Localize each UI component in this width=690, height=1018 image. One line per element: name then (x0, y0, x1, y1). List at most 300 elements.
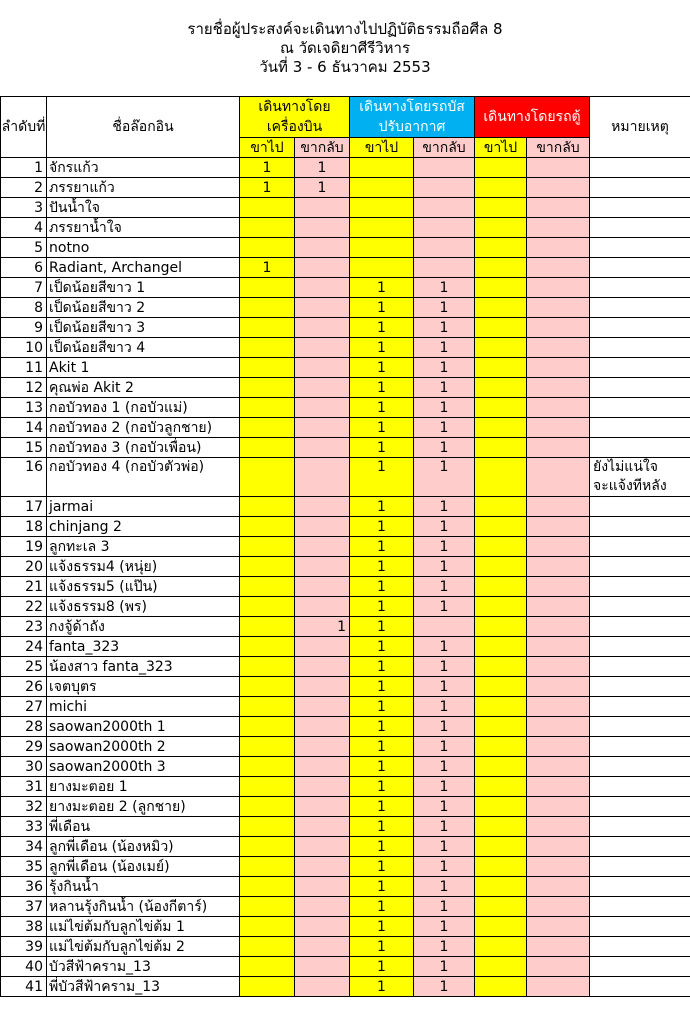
table-row (1, 218, 690, 238)
row-login-name: ยางมะตอย 2 (ลูกชาย) (47, 797, 240, 817)
row-bus-return: 1 (414, 777, 475, 797)
row-login-name: เจตบุตร (47, 677, 240, 697)
row-number: 25 (1, 657, 47, 677)
table-row (1, 757, 690, 777)
row-note (590, 318, 690, 338)
row-van-return (527, 298, 590, 318)
row-van-go (475, 358, 527, 378)
row-number: 27 (1, 697, 47, 717)
table-row (1, 358, 690, 378)
row-plane-go (240, 557, 295, 577)
row-login-name: saowan2000th 3 (47, 757, 240, 777)
row-note (590, 737, 690, 757)
row-van-return (527, 917, 590, 937)
row-van-go (475, 298, 527, 318)
row-van-return (527, 957, 590, 977)
row-plane-go (240, 717, 295, 737)
row-bus-return: 1 (414, 857, 475, 877)
row-bus-return: 1 (414, 917, 475, 937)
row-plane-return (295, 857, 350, 877)
row-van-go (475, 517, 527, 537)
row-van-go (475, 697, 527, 717)
row-plane-go (240, 957, 295, 977)
row-van-go (475, 458, 527, 497)
row-bus-return: 1 (414, 957, 475, 977)
row-number: 32 (1, 797, 47, 817)
row-bus-return: 1 (414, 597, 475, 617)
row-note (590, 198, 690, 218)
row-plane-go (240, 677, 295, 697)
row-plane-return (295, 517, 350, 537)
header-van-go: ขาไป (475, 138, 527, 158)
header-van-return: ขากลับ (527, 138, 590, 158)
row-bus-go: 1 (350, 378, 414, 398)
row-number: 23 (1, 617, 47, 637)
row-number: 22 (1, 597, 47, 617)
row-login-name: กอบัวทอง 1 (กอบัวแม่) (47, 398, 240, 418)
row-plane-return (295, 657, 350, 677)
row-bus-go: 1 (350, 557, 414, 577)
row-bus-return: 1 (414, 677, 475, 697)
row-bus-return: 1 (414, 537, 475, 557)
row-plane-return (295, 218, 350, 238)
row-van-go (475, 817, 527, 837)
row-van-return (527, 697, 590, 717)
table-row (1, 957, 690, 977)
row-login-name: หลานรุ้งกินน้ำ (น้องกีตาร์) (47, 897, 240, 917)
table-row (1, 697, 690, 717)
row-van-go (475, 637, 527, 657)
row-login-name: แม่ไข่ต้มกับลูกไข่ต้ม 1 (47, 917, 240, 937)
row-note (590, 817, 690, 837)
row-bus-go: 1 (350, 318, 414, 338)
row-number: 36 (1, 877, 47, 897)
row-plane-return (295, 837, 350, 857)
row-van-return (527, 158, 590, 178)
row-bus-go: 1 (350, 977, 414, 997)
row-note (590, 937, 690, 957)
row-number: 38 (1, 917, 47, 937)
row-number: 10 (1, 338, 47, 358)
row-plane-return (295, 258, 350, 278)
row-van-go (475, 837, 527, 857)
row-plane-go (240, 757, 295, 777)
row-plane-go (240, 617, 295, 637)
row-bus-go: 1 (350, 837, 414, 857)
row-bus-go: 1 (350, 597, 414, 617)
row-bus-go: 1 (350, 797, 414, 817)
row-note (590, 358, 690, 378)
row-plane-go (240, 537, 295, 557)
row-bus-go (350, 218, 414, 238)
row-login-name: แม่ไข่ต้มกับลูกไข่ต้ม 2 (47, 937, 240, 957)
row-bus-return: 1 (414, 897, 475, 917)
row-van-go (475, 897, 527, 917)
row-plane-return (295, 777, 350, 797)
row-van-return (527, 897, 590, 917)
table-row (1, 717, 690, 737)
row-plane-return (295, 198, 350, 218)
row-plane-go (240, 937, 295, 957)
row-van-go (475, 577, 527, 597)
row-plane-return: 1 (295, 178, 350, 198)
row-number: 41 (1, 977, 47, 997)
row-number: 11 (1, 358, 47, 378)
row-bus-return: 1 (414, 717, 475, 737)
row-plane-return (295, 957, 350, 977)
row-van-return (527, 238, 590, 258)
row-plane-go (240, 338, 295, 358)
row-number: 17 (1, 497, 47, 517)
table-row (1, 977, 690, 997)
row-login-name: ปันน้ำใจ (47, 198, 240, 218)
row-bus-go: 1 (350, 857, 414, 877)
row-van-return (527, 318, 590, 338)
row-login-name: ยางมะตอย 1 (47, 777, 240, 797)
row-van-go (475, 158, 527, 178)
row-note (590, 338, 690, 358)
row-note (590, 238, 690, 258)
row-bus-return: 1 (414, 358, 475, 378)
row-plane-go (240, 817, 295, 837)
row-van-go (475, 418, 527, 438)
row-bus-go: 1 (350, 817, 414, 837)
row-login-name: พี่เดือน (47, 817, 240, 837)
row-number: 18 (1, 517, 47, 537)
table-row (1, 458, 690, 497)
row-note (590, 278, 690, 298)
row-van-go (475, 318, 527, 338)
row-bus-return: 1 (414, 637, 475, 657)
row-login-name: jarmai (47, 497, 240, 517)
row-plane-return (295, 418, 350, 438)
row-note (590, 957, 690, 977)
row-van-go (475, 378, 527, 398)
row-van-go (475, 557, 527, 577)
row-van-return (527, 218, 590, 238)
row-plane-return (295, 797, 350, 817)
row-plane-return (295, 338, 350, 358)
row-bus-go: 1 (350, 897, 414, 917)
row-van-return (527, 877, 590, 897)
row-number: 12 (1, 378, 47, 398)
row-plane-return (295, 637, 350, 657)
row-van-return (527, 278, 590, 298)
table-row (1, 238, 690, 258)
row-van-go (475, 917, 527, 937)
table-row (1, 178, 690, 198)
header-bus: เดินทางโดยรถบัสปรับอากาศ (350, 97, 475, 138)
header-bus-go: ขาไป (350, 138, 414, 158)
row-number: 7 (1, 278, 47, 298)
row-note (590, 837, 690, 857)
row-plane-go (240, 777, 295, 797)
row-bus-go: 1 (350, 577, 414, 597)
table-row (1, 398, 690, 418)
row-plane-go (240, 897, 295, 917)
row-note (590, 298, 690, 318)
row-van-return (527, 597, 590, 617)
row-bus-go: 1 (350, 917, 414, 937)
table-row (1, 817, 690, 837)
row-van-return (527, 178, 590, 198)
row-van-return (527, 937, 590, 957)
row-login-name: Radiant, Archangel (47, 258, 240, 278)
row-van-go (475, 657, 527, 677)
row-bus-go: 1 (350, 617, 414, 637)
row-note (590, 178, 690, 198)
header-no: ลำดับที่ (1, 97, 47, 158)
row-note (590, 557, 690, 577)
row-plane-return (295, 757, 350, 777)
row-login-name: กอบัวทอง 3 (กอบัวเพื่อน) (47, 438, 240, 458)
row-bus-return (414, 258, 475, 278)
row-bus-return: 1 (414, 318, 475, 338)
row-van-return (527, 757, 590, 777)
row-number: 1 (1, 158, 47, 178)
row-van-return (527, 497, 590, 517)
row-bus-return: 1 (414, 438, 475, 458)
row-plane-go (240, 298, 295, 318)
row-bus-return: 1 (414, 378, 475, 398)
table-row (1, 857, 690, 877)
row-plane-go (240, 218, 295, 238)
row-bus-go: 1 (350, 338, 414, 358)
row-plane-go (240, 278, 295, 298)
row-van-go (475, 717, 527, 737)
row-plane-go (240, 438, 295, 458)
row-van-return (527, 557, 590, 577)
row-plane-return (295, 238, 350, 258)
row-bus-go: 1 (350, 957, 414, 977)
row-plane-return (295, 378, 350, 398)
title-line-1: รายชื่อผู้ประสงค์จะเดินทางไปปฏิบัติธรรมถือศีล 8 (187, 20, 503, 38)
row-bus-go (350, 258, 414, 278)
row-bus-go: 1 (350, 418, 414, 438)
row-van-return (527, 737, 590, 757)
table-row (1, 298, 690, 318)
row-van-go (475, 797, 527, 817)
row-note (590, 398, 690, 418)
table-row (1, 877, 690, 897)
row-bus-go (350, 198, 414, 218)
row-note (590, 917, 690, 937)
header-plane: เดินทางโดยเครื่องบิน (240, 97, 350, 138)
row-van-return (527, 677, 590, 697)
document-title (0, 0, 690, 96)
row-bus-return: 1 (414, 298, 475, 318)
row-bus-return: 1 (414, 817, 475, 837)
row-login-name: ลูกทะเล 3 (47, 537, 240, 557)
header-row-1 (1, 97, 690, 138)
row-note (590, 637, 690, 657)
row-number: 9 (1, 318, 47, 338)
row-number: 34 (1, 837, 47, 857)
row-login-name: กอบัวทอง 4 (กอบัวตัวพ่อ) (47, 458, 240, 497)
row-bus-go: 1 (350, 458, 414, 497)
row-bus-return: 1 (414, 338, 475, 358)
row-van-go (475, 757, 527, 777)
row-bus-return (414, 198, 475, 218)
row-plane-go (240, 977, 295, 997)
row-plane-return (295, 358, 350, 378)
table-row (1, 378, 690, 398)
header-name: ชื่อล๊อกอิน (47, 97, 240, 158)
row-bus-return: 1 (414, 737, 475, 757)
row-plane-go (240, 378, 295, 398)
row-bus-return: 1 (414, 557, 475, 577)
row-van-return (527, 817, 590, 837)
row-bus-go: 1 (350, 298, 414, 318)
row-van-go (475, 278, 527, 298)
row-van-return (527, 378, 590, 398)
row-bus-return: 1 (414, 517, 475, 537)
table-row (1, 777, 690, 797)
row-login-name: กอบัวทอง 2 (กอบัวลูกชาย) (47, 418, 240, 438)
row-plane-go (240, 697, 295, 717)
row-van-go (475, 957, 527, 977)
row-note (590, 657, 690, 677)
row-van-go (475, 737, 527, 757)
row-bus-return: 1 (414, 657, 475, 677)
table-row (1, 557, 690, 577)
row-bus-return: 1 (414, 797, 475, 817)
row-van-return (527, 657, 590, 677)
row-van-go (475, 977, 527, 997)
row-note (590, 877, 690, 897)
row-plane-go (240, 238, 295, 258)
row-van-go (475, 258, 527, 278)
row-van-go (475, 617, 527, 637)
row-plane-go (240, 917, 295, 937)
table-row (1, 797, 690, 817)
row-bus-go: 1 (350, 637, 414, 657)
row-login-name: Akit 1 (47, 358, 240, 378)
row-bus-return: 1 (414, 577, 475, 597)
row-note (590, 537, 690, 557)
row-login-name: เป็ดน้อยสีขาว 2 (47, 298, 240, 318)
row-plane-return: 1 (295, 617, 350, 637)
row-note (590, 497, 690, 517)
row-bus-go: 1 (350, 697, 414, 717)
row-note (590, 857, 690, 877)
title-line-2: ณ วัดเจดิยาศีรีวิหาร (279, 39, 411, 57)
row-plane-go (240, 458, 295, 497)
table-row (1, 198, 690, 218)
row-number: 33 (1, 817, 47, 837)
table-row (1, 637, 690, 657)
row-bus-return (414, 617, 475, 637)
row-note (590, 757, 690, 777)
row-note (590, 897, 690, 917)
row-login-name: กงจู้ด้าถัง (47, 617, 240, 637)
row-bus-go: 1 (350, 657, 414, 677)
table-row (1, 278, 690, 298)
row-note (590, 797, 690, 817)
row-login-name: จักรแก้ว (47, 158, 240, 178)
table-row (1, 517, 690, 537)
row-van-go (475, 937, 527, 957)
participant-table (0, 96, 690, 997)
row-number: 8 (1, 298, 47, 318)
row-login-name: แจ้งธรรม4 (หนุ่ย) (47, 557, 240, 577)
row-plane-return (295, 877, 350, 897)
row-number: 31 (1, 777, 47, 797)
row-van-go (475, 777, 527, 797)
row-van-go (475, 438, 527, 458)
row-plane-go (240, 577, 295, 597)
row-van-go (475, 877, 527, 897)
row-plane-go (240, 637, 295, 657)
row-bus-return (414, 238, 475, 258)
row-plane-return (295, 677, 350, 697)
table-row (1, 537, 690, 557)
row-note (590, 717, 690, 737)
row-van-return (527, 517, 590, 537)
row-plane-go (240, 517, 295, 537)
row-bus-go: 1 (350, 717, 414, 737)
row-plane-go (240, 358, 295, 378)
row-login-name: น้องสาว fanta_323 (47, 657, 240, 677)
table-row (1, 617, 690, 637)
row-login-name: ภรรยาแก้ว (47, 178, 240, 198)
row-login-name: แจ้งธรรม8 (พร) (47, 597, 240, 617)
row-plane-return (295, 737, 350, 757)
row-plane-go: 1 (240, 178, 295, 198)
row-number: 39 (1, 937, 47, 957)
row-plane-return (295, 977, 350, 997)
row-login-name: บัวสีฟ้าคราม_13 (47, 957, 240, 977)
row-van-return (527, 338, 590, 358)
row-bus-return: 1 (414, 937, 475, 957)
row-bus-return: 1 (414, 398, 475, 418)
row-plane-return (295, 537, 350, 557)
row-number: 20 (1, 557, 47, 577)
row-plane-return (295, 817, 350, 837)
row-van-go (475, 178, 527, 198)
row-plane-go (240, 837, 295, 857)
table-row (1, 837, 690, 857)
row-login-name: chinjang 2 (47, 517, 240, 537)
header-note: หมายเหตุ (590, 97, 690, 158)
row-van-go (475, 857, 527, 877)
row-number: 13 (1, 398, 47, 418)
table-row (1, 438, 690, 458)
row-van-return (527, 198, 590, 218)
row-note (590, 697, 690, 717)
row-note (590, 418, 690, 438)
row-number: 21 (1, 577, 47, 597)
row-plane-return (295, 717, 350, 737)
row-van-return (527, 258, 590, 278)
table-row (1, 258, 690, 278)
row-plane-return (295, 577, 350, 597)
row-plane-return (295, 497, 350, 517)
row-number: 4 (1, 218, 47, 238)
row-login-name: ลูกพี่เดือน (น้องเมย์) (47, 857, 240, 877)
row-note (590, 577, 690, 597)
row-login-name: saowan2000th 1 (47, 717, 240, 737)
row-plane-return (295, 897, 350, 917)
row-van-go (475, 677, 527, 697)
row-note (590, 517, 690, 537)
row-number: 29 (1, 737, 47, 757)
row-number: 2 (1, 178, 47, 198)
row-note (590, 977, 690, 997)
row-number: 3 (1, 198, 47, 218)
row-van-return (527, 857, 590, 877)
row-bus-return (414, 218, 475, 238)
